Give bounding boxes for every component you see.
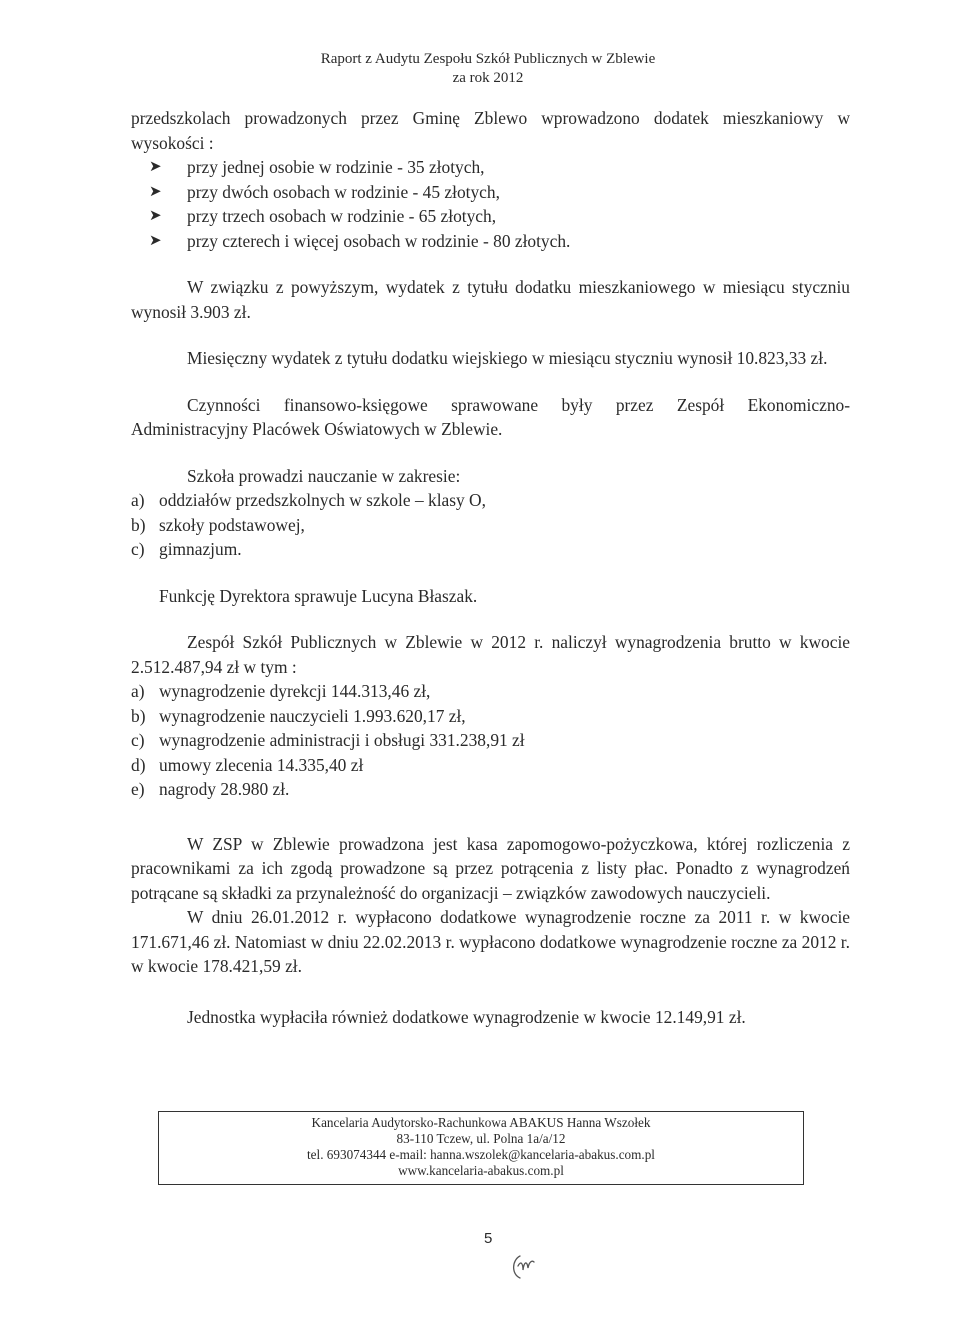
paragraph-fund: W ZSP w Zblewie prowadzona jest kasa zapomogowo-pożyczkowa, której rozliczenia z pracownikami za ich zgodą prowadzone są przez potrącenia z listy płac. Ponadto z wynagrodzeń potrącane są składki za przynależność do organizacji – związków zawodowych nauczycieli. [131, 833, 850, 903]
paragraph-rural-cost: Miesięczny wydatek z tytułu dodatku wiejskiego w miesiącu styczniu wynosił 10.823,33 zł. [187, 348, 828, 368]
housing-allowance-list [131, 155, 850, 253]
list-item: d) umowy zlecenia 14.335,40 zł [131, 754, 364, 775]
paragraph-finance: Czynności finansowo-księgowe sprawowane były przez Zespół Ekonomiczno-Administracyjny Placówek Oświatowych w Zblewie. [131, 394, 850, 439]
footer-contact-box [158, 1111, 804, 1185]
list-item: ➤ przy trzech osobach w rodzinie - 65 złotych, [147, 204, 850, 229]
footer-address: 83-110 Tczew, ul. Polna 1a/a/12 [396, 1131, 566, 1146]
page-header [0, 50, 960, 88]
header-title: Raport z Audytu Zespołu Szkół Publicznych w Zblewie [320, 51, 656, 67]
list-item: c) wynagrodzenie administracji i obsługi 331.238,91 zł [131, 730, 525, 750]
list-item: ➤ przy dwóch osobach w rodzinie - 45 złotych, [147, 180, 850, 205]
list-item: b) wynagrodzenie nauczycieli 1.993.620,17 zł, [131, 705, 466, 726]
list-item: a) wynagrodzenie dyrekcji 144.313,46 zł, [131, 681, 431, 701]
handwritten-initials-icon [508, 1248, 548, 1288]
page-number: 5 [484, 1230, 493, 1247]
list-item: ➤ przy jednej osobie w rodzinie - 35 złotych, [147, 155, 850, 180]
footer-contact: tel. 693074344 e-mail: hanna.wszolek@kancelaria-abakus.com.pl [307, 1147, 655, 1162]
list-item: b) szkoły podstawowej, [131, 514, 305, 535]
school-scope-list [131, 488, 850, 562]
document-body [131, 106, 850, 1029]
paragraph-bonus: W dniu 26.01.2012 r. wypłacono dodatkowe wynagrodzenie roczne za 2011 r. w kwocie 171.671,46 zł. Natomiast w dniu 22.02.2013 r. wypłacono dodatkowe wynagrodzenie roczne za 2012 r. w kwocie 178.421,59 zł. [131, 907, 850, 976]
list-item: e) nagrody 28.980 zł. [131, 779, 290, 799]
list-item: c) gimnazjum. [131, 539, 242, 559]
list-item: a) oddziałów przedszkolnych w szkole – klasy O, [131, 490, 486, 510]
footer-website: www.kancelaria-abakus.com.pl [398, 1163, 564, 1178]
paragraph-intro: przedszkolach prowadzonych przez Gminę Zblewo wprowadzono dodatek mieszkaniowy w wysokości : [131, 108, 850, 153]
paragraph-school-intro: Szkoła prowadzi nauczanie w zakresie: [187, 465, 461, 486]
arrowhead-bullet-icon: ➤ [149, 232, 162, 249]
salary-breakdown-list [131, 679, 850, 802]
header-year: za rok 2012 [452, 70, 524, 86]
list-item: ➤ przy czterech i więcej osobach w rodzinie - 80 złotych. [147, 229, 850, 254]
paragraph-salaries: Zespół Szkół Publicznych w Zblewie w 2012 r. naliczył wynagrodzenia brutto w kwocie 2.512.487,94 zł w tym : [131, 632, 850, 677]
paragraph-housing-cost: W związku z powyższym, wydatek z tytułu dodatku mieszkaniowego w miesiącu styczniu wynosił 3.903 zł. [131, 277, 850, 322]
paragraph-director: Funkcję Dyrektora sprawuje Lucyna Błaszak. [159, 585, 478, 606]
arrowhead-bullet-icon: ➤ [149, 183, 162, 200]
arrowhead-bullet-icon: ➤ [149, 159, 162, 175]
paragraph-extra: Jednostka wypłaciła również dodatkowe wynagrodzenie w kwocie 12.149,91 zł. [187, 1006, 746, 1027]
arrowhead-bullet-icon: ➤ [149, 208, 162, 224]
footer-company: Kancelaria Audytorsko-Rachunkowa ABAKUS Hanna Wszołek [311, 1115, 651, 1130]
